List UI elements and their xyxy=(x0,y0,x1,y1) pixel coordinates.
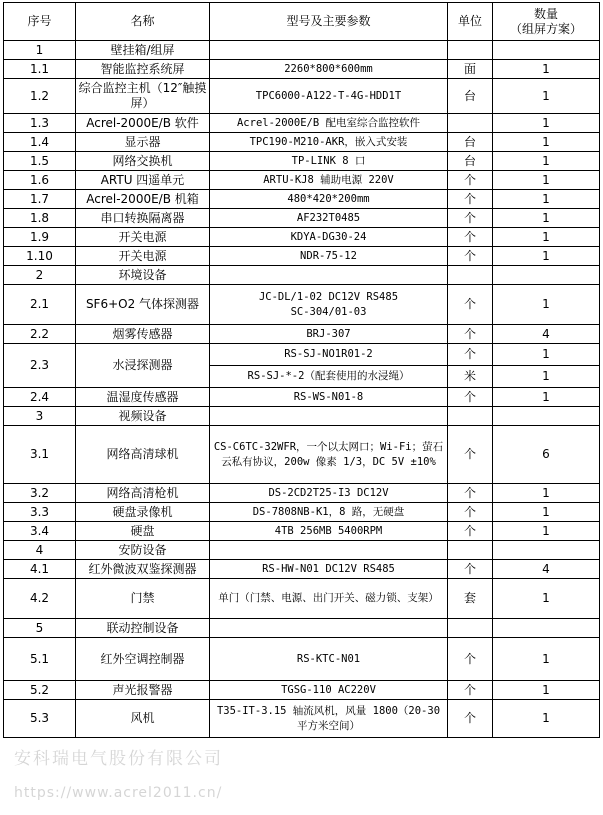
unit-cell: 个 xyxy=(448,247,493,266)
unit-cell xyxy=(448,114,493,133)
spec-cell xyxy=(210,266,448,285)
qty-cell: 1 xyxy=(493,503,600,522)
spec-cell: Acrel-2000E/B 配电室综合监控软件 xyxy=(210,114,448,133)
name-cell: 环境设备 xyxy=(76,266,210,285)
spec-cell: TPC6000-A122-T-4G-HDD1T xyxy=(210,79,448,114)
qty-cell xyxy=(493,41,600,60)
spec-cell: T35-IT-3.15 轴流风机，风量 1800（20-30 平方米空间） xyxy=(210,700,448,738)
table-row xyxy=(4,247,600,266)
qty-cell: 1 xyxy=(493,209,600,228)
spec-cell: RS-HW-N01 DC12V RS485 xyxy=(210,560,448,579)
qty-cell: 1 xyxy=(493,114,600,133)
unit-cell: 个 xyxy=(448,228,493,247)
unit-cell: 个 xyxy=(448,388,493,407)
seq-cell: 1.2 xyxy=(4,79,76,114)
spec-cell: CS-C6TC-32WFR，一个以太网口；Wi-Fi；萤石云私有协议，200w 像素 1/3，DC 5V ±10% xyxy=(210,426,448,484)
seq-cell: 1.3 xyxy=(4,114,76,133)
name-cell: 烟雾传感器 xyxy=(76,325,210,344)
spec-cell: TP-LINK 8 口 xyxy=(210,152,448,171)
table-row xyxy=(4,79,600,114)
spec-cell: TGSG-110 AC220V xyxy=(210,681,448,700)
unit-cell: 个 xyxy=(448,484,493,503)
seq-cell: 1.5 xyxy=(4,152,76,171)
unit-cell: 台 xyxy=(448,152,493,171)
qty-cell: 1 xyxy=(493,366,600,388)
unit-cell: 个 xyxy=(448,426,493,484)
name-cell: 网络交换机 xyxy=(76,152,210,171)
spec-cell: DS-2CD2T25-I3 DC12V xyxy=(210,484,448,503)
table-row xyxy=(4,388,600,407)
qty-cell: 1 xyxy=(493,681,600,700)
spec-cell xyxy=(210,541,448,560)
qty-cell: 1 xyxy=(493,152,600,171)
unit-cell xyxy=(448,407,493,426)
qty-cell: 1 xyxy=(493,579,600,619)
table-row xyxy=(4,681,600,700)
qty-cell: 4 xyxy=(493,560,600,579)
seq-cell: 1.6 xyxy=(4,171,76,190)
unit-cell: 个 xyxy=(448,344,493,366)
name-cell: ARTU 四遥单元 xyxy=(76,171,210,190)
table-row xyxy=(4,700,600,738)
watermark xyxy=(14,744,374,814)
name-cell: 智能监控系统屏 xyxy=(76,60,210,79)
seq-cell: 2.4 xyxy=(4,388,76,407)
table-row xyxy=(4,560,600,579)
seq-cell: 1.9 xyxy=(4,228,76,247)
spec-line: SC-304/01-03 xyxy=(290,305,367,318)
seq-cell: 5 xyxy=(4,619,76,638)
unit-cell: 个 xyxy=(448,285,493,325)
seq-cell: 3.1 xyxy=(4,426,76,484)
seq-cell: 4.1 xyxy=(4,560,76,579)
table-row xyxy=(4,638,600,681)
header-spec: 型号及主要参数 xyxy=(210,3,448,41)
name-cell: 开关电源 xyxy=(76,228,210,247)
table-row xyxy=(4,325,600,344)
spec-cell: RS-WS-N01-8 xyxy=(210,388,448,407)
seq-cell: 2.1 xyxy=(4,285,76,325)
name-cell: 水浸探测器 xyxy=(76,344,210,388)
spec-cell: RS-SJ-NO1R01-2 xyxy=(210,344,448,366)
qty-cell: 1 xyxy=(493,344,600,366)
unit-cell: 个 xyxy=(448,209,493,228)
table-row xyxy=(4,426,600,484)
spec-cell xyxy=(210,407,448,426)
seq-cell: 3.3 xyxy=(4,503,76,522)
qty-cell: 1 xyxy=(493,638,600,681)
unit-cell xyxy=(448,266,493,285)
section-row xyxy=(4,266,600,285)
unit-cell: 台 xyxy=(448,133,493,152)
spec-cell: RS-SJ-*-2（配套使用的水浸绳） xyxy=(210,366,448,388)
qty-cell: 1 xyxy=(493,171,600,190)
name-cell: 壁挂箱/组屏 xyxy=(76,41,210,60)
watermark-company: 安科瑞电气股份有限公司 xyxy=(14,749,223,769)
section-row xyxy=(4,407,600,426)
name-cell: 安防设备 xyxy=(76,541,210,560)
qty-cell xyxy=(493,541,600,560)
seq-cell: 5.3 xyxy=(4,700,76,738)
qty-cell: 1 xyxy=(493,60,600,79)
qty-cell: 1 xyxy=(493,190,600,209)
table-row xyxy=(4,484,600,503)
name-cell: 门禁 xyxy=(76,579,210,619)
spec-cell: 单门（门禁、电源、出门开关、磁力锁、支架） xyxy=(210,579,448,619)
name-cell: 温湿度传感器 xyxy=(76,388,210,407)
unit-cell xyxy=(448,41,493,60)
qty-cell: 1 xyxy=(493,388,600,407)
header-qty-line1: 数量 xyxy=(533,6,558,21)
spec-cell xyxy=(210,285,448,325)
seq-cell: 5.2 xyxy=(4,681,76,700)
unit-cell xyxy=(448,541,493,560)
name-cell: 风机 xyxy=(76,700,210,738)
qty-cell: 1 xyxy=(493,484,600,503)
table-row xyxy=(4,522,600,541)
table-row xyxy=(4,171,600,190)
table-row xyxy=(4,152,600,171)
unit-cell: 个 xyxy=(448,560,493,579)
header-name: 名称 xyxy=(76,3,210,41)
name-cell: 红外微波双鉴探测器 xyxy=(76,560,210,579)
name-cell: 开关电源 xyxy=(76,247,210,266)
table-row xyxy=(4,60,600,79)
table-row xyxy=(4,344,600,366)
unit-cell: 米 xyxy=(448,366,493,388)
section-row xyxy=(4,41,600,60)
unit-cell: 个 xyxy=(448,522,493,541)
unit-cell xyxy=(448,619,493,638)
seq-cell: 3.4 xyxy=(4,522,76,541)
table-row xyxy=(4,114,600,133)
header-row xyxy=(4,3,600,41)
name-cell: 网络高清球机 xyxy=(76,426,210,484)
qty-cell: 4 xyxy=(493,325,600,344)
unit-cell: 个 xyxy=(448,190,493,209)
unit-cell: 套 xyxy=(448,579,493,619)
seq-cell: 3.2 xyxy=(4,484,76,503)
name-cell: 网络高清枪机 xyxy=(76,484,210,503)
spec-cell xyxy=(210,41,448,60)
table-row xyxy=(4,503,600,522)
header-qty xyxy=(493,3,600,41)
name-cell: 显示器 xyxy=(76,133,210,152)
seq-cell: 4.2 xyxy=(4,579,76,619)
qty-cell: 6 xyxy=(493,426,600,484)
seq-cell: 5.1 xyxy=(4,638,76,681)
name-cell: 硬盘录像机 xyxy=(76,503,210,522)
qty-cell: 1 xyxy=(493,79,600,114)
qty-cell xyxy=(493,266,600,285)
spec-cell: 480*420*200mm xyxy=(210,190,448,209)
unit-cell: 台 xyxy=(448,79,493,114)
unit-cell: 个 xyxy=(448,681,493,700)
seq-cell: 1.4 xyxy=(4,133,76,152)
unit-cell: 个 xyxy=(448,638,493,681)
unit-cell: 个 xyxy=(448,325,493,344)
header-unit: 单位 xyxy=(448,3,493,41)
spec-cell: BRJ-307 xyxy=(210,325,448,344)
table-row xyxy=(4,190,600,209)
seq-cell: 1.10 xyxy=(4,247,76,266)
seq-cell: 4 xyxy=(4,541,76,560)
header-qty-line2: （组屏方案） xyxy=(509,21,582,36)
spec-cell: KDYA-DG30-24 xyxy=(210,228,448,247)
unit-cell: 个 xyxy=(448,503,493,522)
name-cell: 声光报警器 xyxy=(76,681,210,700)
seq-cell: 3 xyxy=(4,407,76,426)
qty-cell xyxy=(493,407,600,426)
section-row xyxy=(4,541,600,560)
qty-cell: 1 xyxy=(493,133,600,152)
spec-cell xyxy=(210,619,448,638)
name-cell: SF6+O2 气体探测器 xyxy=(76,285,210,325)
qty-cell: 1 xyxy=(493,285,600,325)
qty-cell: 1 xyxy=(493,228,600,247)
equipment-table xyxy=(3,2,600,738)
qty-cell: 1 xyxy=(493,522,600,541)
spec-cell: 2260*800*600mm xyxy=(210,60,448,79)
table-row xyxy=(4,285,600,325)
qty-cell: 1 xyxy=(493,700,600,738)
unit-cell: 个 xyxy=(448,171,493,190)
name-cell: 串口转换隔离器 xyxy=(76,209,210,228)
qty-cell xyxy=(493,619,600,638)
name-cell: 综合监控主机（12″触摸屏） xyxy=(76,79,210,114)
spec-cell: ARTU-KJ8 辅助电源 220V xyxy=(210,171,448,190)
seq-cell: 1.7 xyxy=(4,190,76,209)
seq-cell: 2.3 xyxy=(4,344,76,388)
table-row xyxy=(4,133,600,152)
spec-line: JC-DL/1-02 DC12V RS485 xyxy=(258,290,399,303)
seq-cell: 1.8 xyxy=(4,209,76,228)
spec-cell: NDR-75-12 xyxy=(210,247,448,266)
seq-cell: 2.2 xyxy=(4,325,76,344)
seq-cell: 1 xyxy=(4,41,76,60)
seq-cell: 2 xyxy=(4,266,76,285)
table-row xyxy=(4,579,600,619)
spec-cell: AF232T0485 xyxy=(210,209,448,228)
name-cell: Acrel-2000E/B 机箱 xyxy=(76,190,210,209)
name-cell: 红外空调控制器 xyxy=(76,638,210,681)
name-cell: 硬盘 xyxy=(76,522,210,541)
spec-cell: 4TB 256MB 5400RPM xyxy=(210,522,448,541)
unit-cell: 面 xyxy=(448,60,493,79)
unit-cell: 个 xyxy=(448,700,493,738)
table-row xyxy=(4,209,600,228)
spec-cell: RS-KTC-N01 xyxy=(210,638,448,681)
qty-cell: 1 xyxy=(493,247,600,266)
name-cell: Acrel-2000E/B 软件 xyxy=(76,114,210,133)
watermark-url: https://www.acrel2011.cn/ xyxy=(14,785,223,801)
table-row xyxy=(4,228,600,247)
seq-cell: 1.1 xyxy=(4,60,76,79)
section-row xyxy=(4,619,600,638)
spec-cell: DS-7808NB-K1，8 路，无硬盘 xyxy=(210,503,448,522)
name-cell: 视频设备 xyxy=(76,407,210,426)
name-cell: 联动控制设备 xyxy=(76,619,210,638)
spec-cell: TPC190-M210-AKR，嵌入式安装 xyxy=(210,133,448,152)
header-seq: 序号 xyxy=(4,3,76,41)
